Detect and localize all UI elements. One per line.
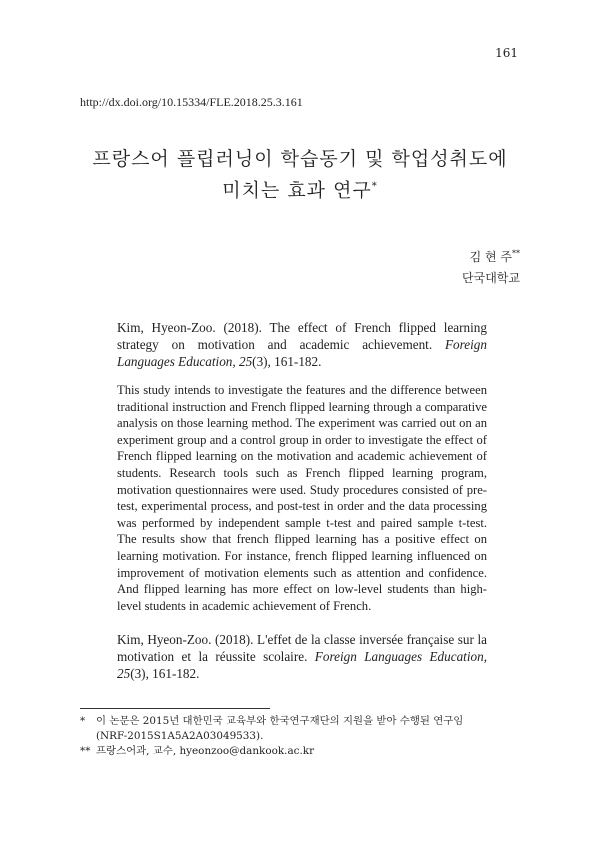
paper-title [0,145,600,204]
page-number: 161 [495,46,518,60]
footnote-divider [80,708,270,709]
footnote-2-text: 프랑스어과, 교수, hyeonzoo@dankook.ac.kr [96,745,315,757]
title-line-1: 프랑스어 플립러닝이 학습동기 및 학업성취도에 [92,148,508,170]
citation-fr-issue: (3), 161-182. [130,665,200,681]
author-name [462,243,520,268]
author-block [462,243,520,289]
abstract-text: This study intends to investigate the features and the difference between traditional instruction and French flipped learning through a comparative analysis on those learning method. The experiment was carried out on an experiment group and a control group in order to investigate the effect of French flipped learning on the motivation and academic achievement of students. Research tools such as French flipped learning program, motivation questionnaires were used. Study procedures consisted of pre-test, experimental process, and post-test in order and the data processing was performed by independent sample t-test and paired sample t-test. The results show that french flipped learning has a positive effect on learning motivation. For instance, french flipped learning influenced on improvement of motivation elements such as attention and confidence. And flipped learning has more effect on low-level students than high-level students in academic achievement of French. [117,383,487,613]
author-affiliation: 단국대학교 [462,271,520,285]
citation-en-journal: Foreign Languages Education, 25 [117,336,487,369]
title-line-2-text: 미치는 효과 연구 [222,179,372,202]
footnote-1-continuation: (NRF-2015S1A5A2A03049533). [96,730,264,742]
footnotes [80,714,520,759]
citation-fr-authors: Kim, Hyeon-Zoo. (2018). [117,632,258,647]
author-name-text: 김 현 주 [469,250,512,264]
footnote-1-text: 이 논문은 2015년 대한민국 교육부와 한국연구재단의 지원을 받아 수행된 연구임 [96,715,464,727]
title-line-2 [0,173,600,204]
citation-french [117,632,487,682]
citation-en-authors: Kim, Hyeon-Zoo. (2018). [117,320,270,335]
doi-link[interactable]: http://dx.doi.org/10.15334/FLE.2018.25.3.161 [80,95,303,109]
footnote-1 [80,714,520,729]
footnote-2 [80,744,520,759]
footnote-2-mark: ** [80,745,91,757]
title-footnote-mark: * [371,181,378,192]
citation-english [117,320,487,370]
citation-fr-journal: Foreign Languages Education, 25 [117,648,487,681]
footnote-1-mark: * [80,715,86,727]
citation-en-issue: (3), 161-182. [252,353,322,369]
author-footnote-mark: ** [512,249,520,258]
citation-fr-title: L'effet de la classe inversée française sur la motivation et la réussite scolaire. [117,632,487,664]
citation-en-title: The effect of French flipped learning strategy on motivation and academic achievement. [117,320,487,352]
